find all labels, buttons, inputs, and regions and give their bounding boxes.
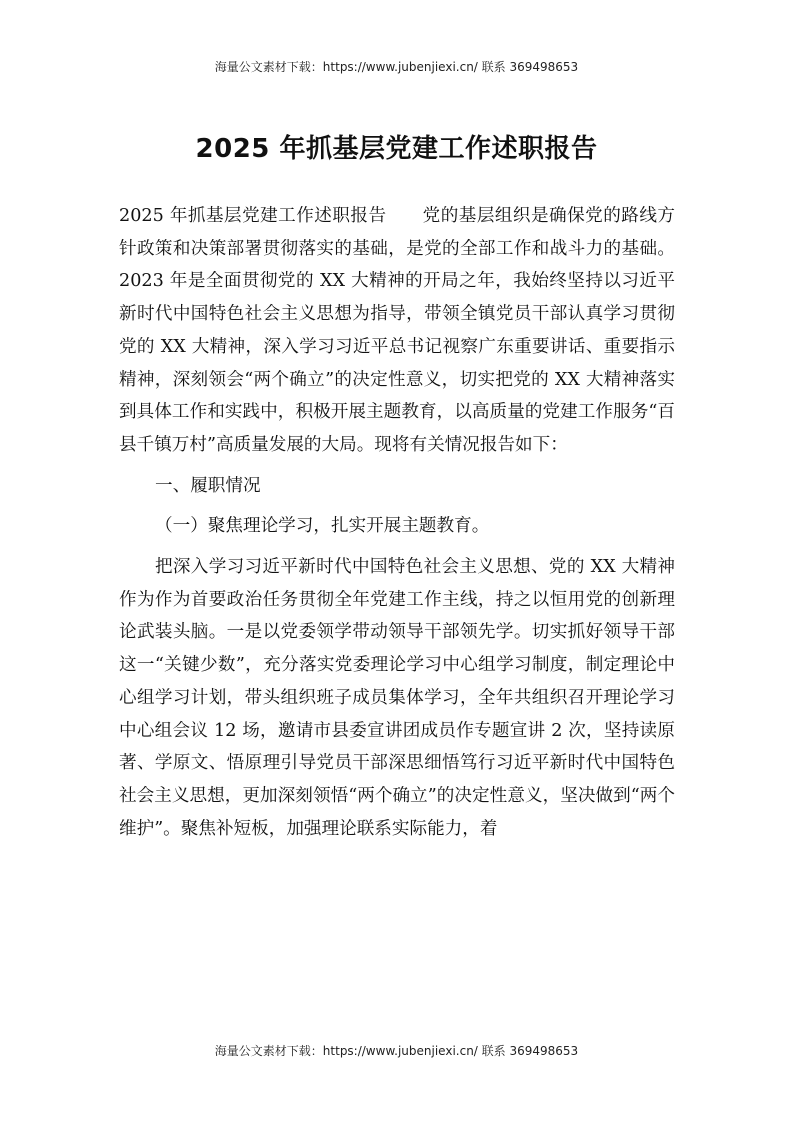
body-paragraph: 把深入学习习近平新时代中国特色社会主义思想、党的 XX 大精神作为作为首要政治任务贯彻全年党建工作主线，持之以恒用党的创新理论武装头脑。一是以党委领学带动领导干部领先学。切实抓好领导干部这一“关键少数”，充分落实党委理论学习中心组学习制度，制定理论中心组学习计划，带头组织班子成员集体学习，全年共组织召开理论学习中心组会议 12 场，邀请市县委宣讲团成员作专题宣讲 2 次，坚持读原著、学原文、悟原理引导党员干部深思细悟笃行习近平新时代中国特色社会主义思想，更加深刻领悟“两个确立”的决定性意义，坚决做到“两个维护”。聚焦补短板，加强理论联系实际能力，着 (119, 557, 675, 839)
document-title: 2025 年抓基层党建工作述职报告 (195, 134, 598, 164)
section-heading: 一、履职情况 (155, 475, 261, 496)
intro-paragraph: 2025 年抓基层党建工作述职报告 党的基层组织是确保党的路线方针政策和决策部署贯彻落实的基础，是党的全部工作和战斗力的基础。2023 年是全面贯彻党的 XX 大精神的开局之年，我始终坚持以习近平新时代中国特色社会主义思想为指导，带领全镇党员干部认真学习贯彻党的 XX 大精神，深入学习习近平总书记视察广东重要讲话、重要指示精神，深刻领会“两个确立”的决定性意义，切实把党的 XX 大精神落实到具体工作和实践中，积极开展主题教育，以高质量的党建工作服务“百县千镇万村”高质量发展的大局。现将有关情况报告如下： (119, 206, 675, 455)
page-footer: 海量公文素材下载：https://www.jubenjiexi.cn/ 联系 369498653 (214, 1044, 579, 1058)
page-header: 海量公文素材下载：https://www.jubenjiexi.cn/ 联系 369498653 (214, 60, 579, 74)
document-body (119, 200, 675, 845)
subsection-heading: （一）聚焦理论学习，扎实开展主题教育。 (155, 516, 490, 537)
